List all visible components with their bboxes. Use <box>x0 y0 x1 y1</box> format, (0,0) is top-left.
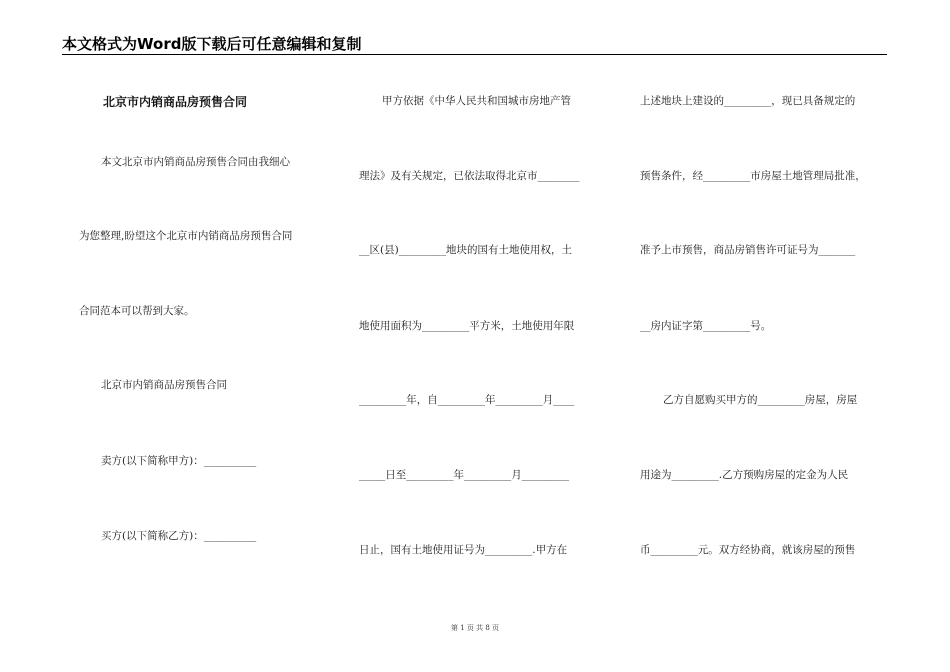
col1-line-4: 北京市内销商品房预售合同 <box>101 379 227 391</box>
col3-line-6: 用途为_________.乙方预购房屋的定金为人民 <box>640 469 849 481</box>
col1-line-5: 卖方(以下简称甲方)：__________ <box>101 455 257 467</box>
col2-line-3: __区(县)_________地块的国有土地使用权，土 <box>359 244 572 256</box>
contract-title: 北京市内销商品房预售合同 <box>103 95 248 109</box>
col2-line-6: _____日至_________年_________月_________ <box>359 469 569 481</box>
banner-divider <box>62 54 887 55</box>
document-banner: 本文格式为Word版下载后可任意编辑和复制 <box>62 35 362 53</box>
col3-line-1: 上述地块上建设的_________，现已具备规定的 <box>640 95 856 107</box>
col2-line-1: 甲方依据《中华人民共和国城市房地产管 <box>382 95 571 107</box>
col3-line-2: 预售条件，经_________市房屋土地管理局批准， <box>640 170 866 182</box>
col1-line-1: 本文北京市内销商品房预售合同由我细心 <box>101 156 290 168</box>
col3-line-5: 乙方自愿购买甲方的_________房屋，房屋 <box>663 394 858 406</box>
col2-line-4: 地使用面积为_________平方米，土地使用年限 <box>359 320 575 332</box>
col3-line-3: 准予上市预售，商品房销售许可证号为_______ <box>640 244 856 256</box>
col1-line-3: 合同范本可以帮到大家。 <box>79 305 195 317</box>
col3-line-7: 币_________元。双方经协商，就该房屋的预售 <box>640 544 856 556</box>
col2-line-2: 理法》及有关规定，已依法取得北京市________ <box>359 170 580 182</box>
col3-line-4: __房内证字第_________号。 <box>640 320 772 332</box>
page-number: 第 1 页 共 8 页 <box>450 624 500 632</box>
col2-line-7: 日止，国有土地使用证号为_________.甲方在 <box>359 544 568 556</box>
col2-line-5: _________年，自_________年_________月____ <box>359 394 575 406</box>
col1-line-2: 为您整理,盼望这个北京市内销商品房预售合同 <box>79 230 293 242</box>
col1-line-6: 买方(以下简称乙方)：__________ <box>101 530 257 542</box>
